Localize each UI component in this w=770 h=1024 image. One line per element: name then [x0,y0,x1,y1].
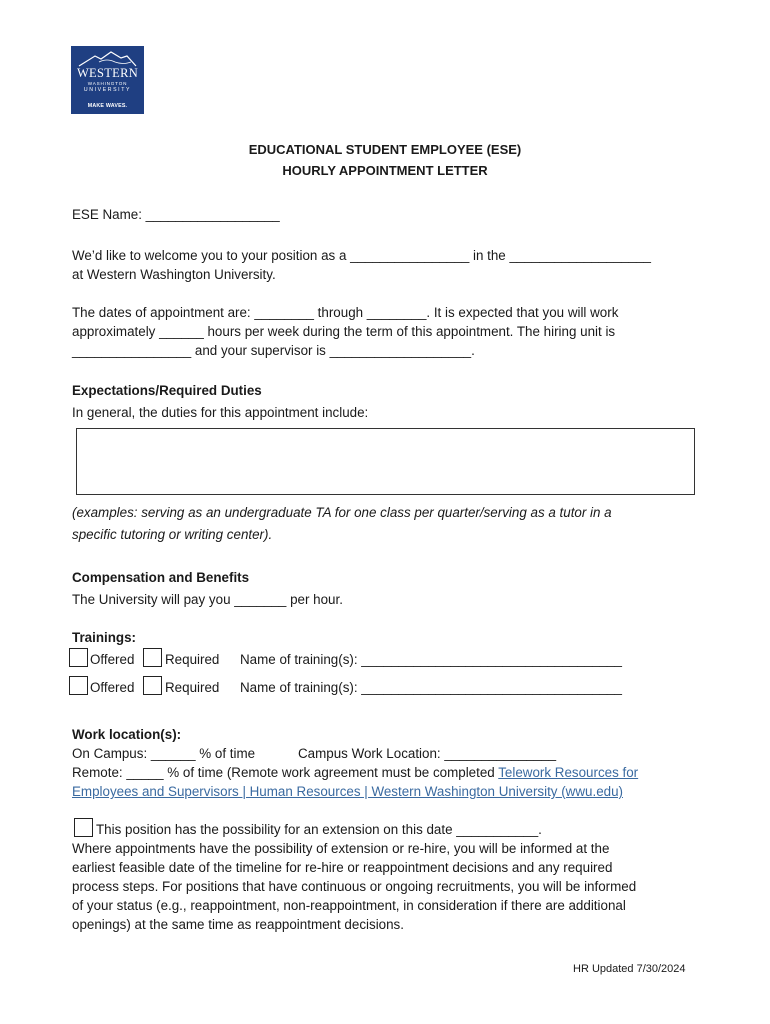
duties-textbox[interactable] [76,428,695,495]
training-1-name[interactable]: Name of training(s): ___________________________________ [240,652,622,667]
logo-line2: WASHINGTON [87,81,128,86]
dates-line3: ________________ and your supervisor is ___________________. [72,343,475,358]
duties-example-line1: (examples: serving as an undergraduate TA for one class per quarter/serving as a tutor in a [72,505,612,520]
document-title-line1: EDUCATIONAL STUDENT EMPLOYEE (ESE) [248,142,522,157]
work-location-heading: Work location(s): [72,727,182,742]
remote-line [72,765,638,780]
footer-updated-date: HR Updated 7/30/2024 [573,963,686,975]
duties-intro: In general, the duties for this appointment include: [72,405,369,420]
logo-line3: UNIVERSITY [83,87,132,93]
training-2-required-label: Required [165,680,220,695]
compensation-text: The University will pay you _______ per hour. [72,592,343,607]
campus-work-location: Campus Work Location: _______________ [298,746,557,761]
ese-name-field[interactable]: ESE Name: __________________ [72,207,280,222]
training-2-required-checkbox[interactable] [143,676,162,695]
expectations-heading: Expectations/Required Duties [72,383,262,398]
training-1-offered-label: Offered [90,652,135,667]
document-title-line2: HOURLY APPOINTMENT LETTER [282,163,488,178]
welcome-line2: at Western Washington University. [72,267,276,282]
extension-paragraph-line5: openings) at the same time as reappointment decisions. [72,917,404,932]
telework-resources-link[interactable]: Telework Resources for [498,765,639,780]
training-1-required-label: Required [165,652,220,667]
training-2-offered-label: Offered [90,680,135,695]
remote-percent-text: Remote: _____ % of time (Remote work agreement must be completed [72,765,499,780]
training-1-offered-checkbox[interactable] [69,648,88,667]
training-2-offered-checkbox[interactable] [69,676,88,695]
logo-tagline: MAKE WAVES. [87,103,128,109]
extension-paragraph-line4: of your status (e.g., reappointment, non-reappointment, in consideration if there are additional [72,898,626,913]
dates-line1: The dates of appointment are: ________ through ________. It is expected that you will work [72,305,619,320]
compensation-heading: Compensation and Benefits [72,570,250,585]
welcome-line1: We’d like to welcome you to your position as a ________________ in the ___________________ [72,248,651,263]
extension-checkbox-label: This position has the possibility for an extension on this date ___________. [96,822,542,837]
university-logo [71,46,144,114]
extension-paragraph-line3: process steps. For positions that have continuous or ongoing recruitments, you will be informed [72,879,637,894]
dates-line2: approximately ______ hours per week during the term of this appointment. The hiring unit is [72,324,616,339]
duties-example-line2: specific tutoring or writing center). [72,527,273,542]
logo-name: WESTERN [76,66,139,80]
extension-checkbox[interactable] [74,818,93,837]
on-campus-percent: On Campus: ______ % of time [72,746,256,761]
training-2-name[interactable]: Name of training(s): ___________________________________ [240,680,622,695]
telework-resources-link-continued[interactable]: Employees and Supervisors | Human Resources | Western Washington University (wwu.edu) [72,784,623,799]
extension-paragraph-line1: Where appointments have the possibility of extension or re-hire, you will be informed at the [72,841,610,856]
training-1-required-checkbox[interactable] [143,648,162,667]
trainings-heading: Trainings: [72,630,136,645]
extension-paragraph-line2: earliest feasible date of the timeline for re-hire or reappointment decisions and any required [72,860,613,875]
